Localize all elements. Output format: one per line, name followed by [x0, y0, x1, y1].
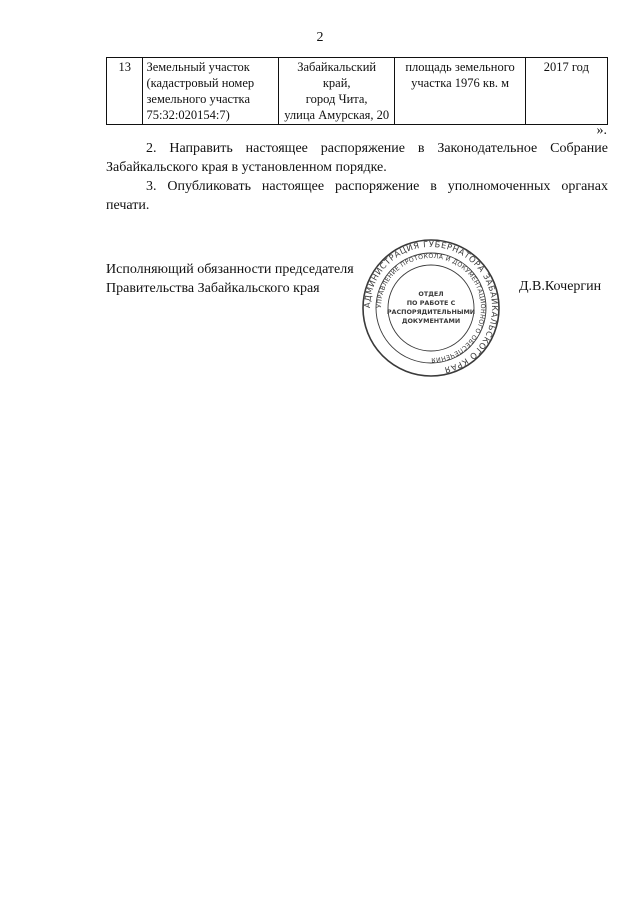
- object-line: (кадастровый номер: [146, 76, 255, 90]
- address-line: город Чита,: [305, 92, 368, 106]
- address-cell: [278, 58, 395, 125]
- paragraph-3: [106, 177, 608, 215]
- row-number-cell: 13: [107, 58, 143, 125]
- table-row: [107, 58, 608, 125]
- address-line: Забайкальский: [297, 60, 377, 74]
- signatory-title-line: Правительства Забайкальского края: [106, 281, 320, 296]
- seal-center-line: РАСПОРЯДИТЕЛЬНЫМИ: [386, 308, 476, 316]
- object-line: 75:32:020154:7): [146, 108, 230, 122]
- signatory-title-line: Исполняющий обязанности председателя: [106, 262, 354, 277]
- area-line: участка 1976 кв. м: [411, 76, 510, 90]
- seal-center-line: ПО РАБОТЕ С: [406, 299, 456, 307]
- signatory-title: [106, 260, 354, 298]
- paragraph-3-rest: печати.: [106, 198, 150, 213]
- closing-quote: ».: [596, 123, 607, 138]
- address-line: улица Амурская, 20: [284, 108, 390, 122]
- official-seal: [361, 238, 501, 378]
- seal-outer-text: АДМИНИСТРАЦИЯ ГУБЕРНАТОРА ЗАБАЙКАЛЬСКОГО КРАЯ: [361, 238, 501, 376]
- paragraph-3-first-line: 3. Опубликовать настоящее распоряжение в уполномоченных органах: [146, 179, 608, 194]
- paragraph-2-first-line: 2. Направить настоящее распоряжение в Законодательное Собрание: [146, 141, 608, 156]
- signatory-name: Д.В.Кочергин: [519, 279, 602, 294]
- seal-center-line: ДОКУМЕНТАМИ: [401, 317, 461, 325]
- seal-center-line: ОТДЕЛ: [418, 290, 444, 298]
- paragraph-2-rest: Забайкальского края в установленном порядке.: [106, 160, 387, 175]
- area-cell: [395, 58, 525, 125]
- object-cell: [143, 58, 278, 125]
- seal-inner-text: УПРАВЛЕНИЕ ПРОТОКОЛА И ДОКУМЕНТАЦИОННОГО ОБЕСПЕЧЕНИЯ: [375, 252, 487, 364]
- address-line: край,: [322, 76, 351, 90]
- property-table: [106, 57, 608, 125]
- paragraph-2: [106, 139, 608, 177]
- object-line: Земельный участок: [146, 60, 250, 74]
- page-number: 2: [316, 30, 324, 45]
- area-line: площадь земельного: [405, 60, 515, 74]
- year-cell: 2017 год: [525, 58, 607, 125]
- object-line: земельного участка: [146, 92, 250, 106]
